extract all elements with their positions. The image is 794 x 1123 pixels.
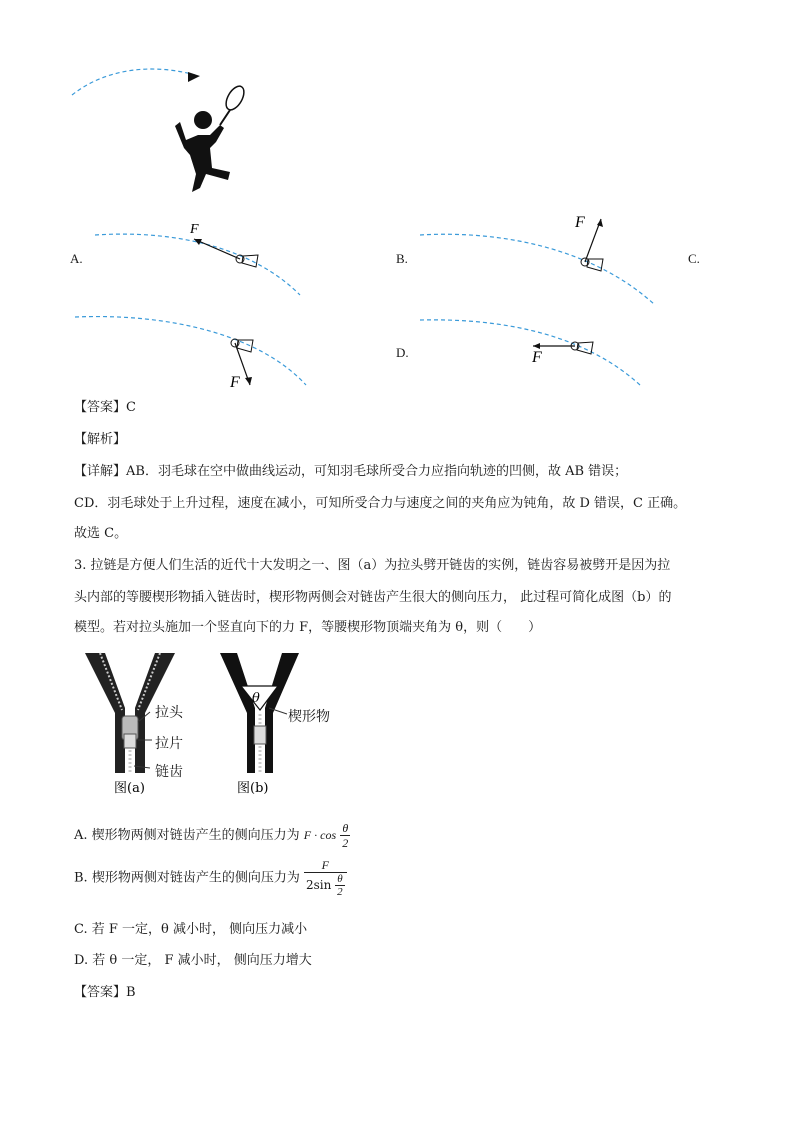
- force-label: F: [575, 214, 585, 231]
- answer-line-2: 【答案】B: [74, 985, 136, 1000]
- choice-b: B. 楔形物两侧对链齿产生的侧向压力为 F 2sin $\frac{\theta}{2}$: [74, 858, 347, 899]
- option-a-diagram: [90, 215, 310, 305]
- option-c-diagram: [70, 305, 315, 395]
- option-b-label: B.: [396, 251, 408, 266]
- shuttle-icon: [188, 72, 200, 82]
- analysis-tag: 【解析】: [74, 432, 127, 447]
- option-a-label: A.: [70, 251, 83, 266]
- force-label: F: [190, 222, 199, 237]
- zipper-figure-a: [80, 648, 210, 798]
- question-3-line-3: 模型。若对拉头施加一个竖直向下的力 F，等腰楔形物顶端夹角为 θ，则（ ）: [74, 620, 542, 635]
- shuttle-icon: [236, 255, 258, 267]
- force-label: F: [532, 349, 542, 366]
- option-d-diagram: [415, 310, 645, 390]
- caption-b: 图(b): [237, 781, 269, 796]
- label-head: 拉头: [155, 706, 183, 721]
- shuttle-icon: [581, 258, 603, 271]
- player-head-icon: [194, 111, 212, 129]
- theta-label: θ: [252, 691, 260, 706]
- detail-line-1: 【详解】AB．羽毛球在空中做曲线运动，可知羽毛球所受合力应指向轨迹的凹侧，故 AB 错误；: [74, 464, 628, 479]
- label-teeth: 链齿: [155, 765, 183, 780]
- racket-icon: [222, 83, 247, 113]
- answer-line-1: 【答案】C: [74, 400, 136, 415]
- choice-c: C. 若 F 一定，θ 减小时， 侧向压力减小: [74, 922, 308, 937]
- option-d-label: D.: [396, 345, 409, 360]
- question-3-line-1: 3. 拉链是方便人们生活的近代十大发明之一、图（a）为拉头劈开链齿的实例，链齿容易被劈开是因为拉: [74, 558, 671, 573]
- label-tab: 拉片: [155, 737, 183, 752]
- choice-a: A. 楔形物两侧对链齿产生的侧向压力为 F · cos $\frac{\theta}{2}$: [74, 821, 349, 850]
- trajectory-dashed: [72, 69, 195, 95]
- option-b-diagram: [415, 205, 665, 310]
- detail-line-3: 故选 C。: [74, 526, 128, 541]
- choice-d: D. 若 θ 一定， F 减小时， 侧向压力增大: [74, 953, 312, 968]
- question-3-line-2: 头内部的等腰楔形物插入链齿时，楔形物两侧会对链齿产生很大的侧向压力， 此过程可简化成图（b）的: [74, 590, 672, 605]
- force-label: F: [230, 374, 240, 391]
- option-c-label: C.: [688, 251, 700, 266]
- player-figure: [60, 60, 260, 200]
- caption-a: 图(a): [114, 781, 145, 796]
- player-body-icon: [175, 122, 230, 192]
- detail-line-2: CD．羽毛球处于上升过程，速度在减小，可知所受合力与速度之间的夹角应为钝角，故 D 错误，C 正确。: [74, 496, 687, 511]
- zipper-slider-icon: [254, 726, 266, 744]
- label-wedge: 楔形物: [288, 710, 330, 725]
